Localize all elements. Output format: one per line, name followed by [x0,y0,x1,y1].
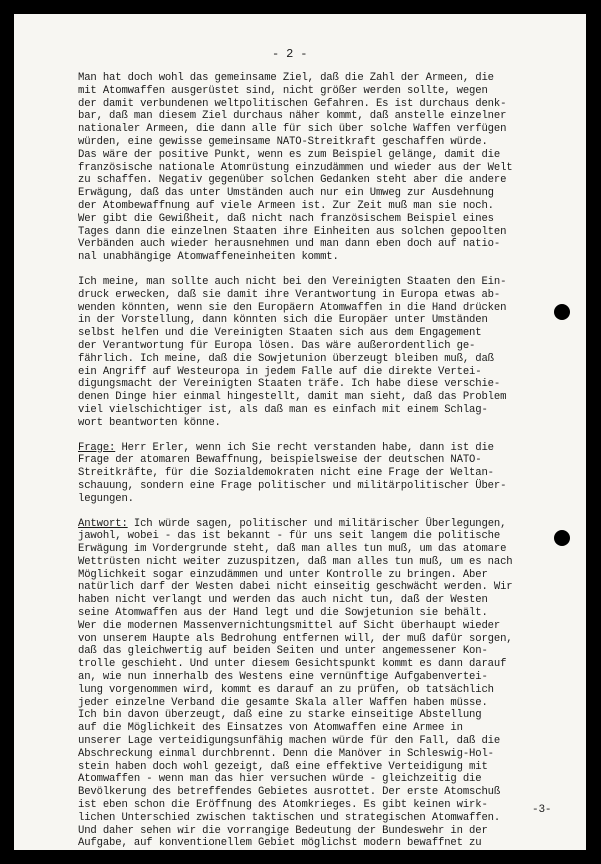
text-line [78,581,513,594]
line-text: legungen. [78,492,134,505]
line-text: natürlich darf der Westen dabei nicht einseitig geschwächt werden. Wir [78,581,513,594]
text-line [78,671,513,684]
text-line [78,149,513,162]
line-text: denen Dinge hier einmal hingestellt, damit man sieht, daß das Problem [78,391,507,404]
text-line [78,404,513,417]
line-text: zu schaffen. Negativ gegenüber solchen Gedanken steht aber die andere [78,174,507,187]
line-text: Aufgabe, auf konventionellem Gebiet möglichst modern bewaffnet zu [78,837,482,850]
text-line [78,493,513,506]
line-text: würden, eine gewisse gemeinsame NATO-Streitkraft geschaffen würde. [78,135,488,148]
line-text: Wettrüsten nicht weiter zuzuspitzen, daß man alles tun muß, um es nach [78,555,513,568]
text-line [78,302,513,315]
text-line [78,162,513,175]
text-line [78,85,513,98]
text-line [78,569,513,582]
text-line [78,480,513,493]
text-line [78,709,513,722]
text-line [78,187,513,200]
speaker-label: Antwort: [78,517,128,530]
punch-hole [554,304,570,320]
line-text: Erwägung im Vordergrunde steht, daß man alles tun muß, um das atomare [78,543,507,556]
line-text: seine Atomwaffen aus der Hand legt und die Sowjetunion sie behält. [78,607,488,620]
line-text: selbst helfen und die Vereinigten Staaten sich aus dem Engagement [78,327,482,340]
line-text: haben nicht verlangt und werden das auch nicht tun, daß der Westen [78,594,488,607]
text-line [78,722,513,735]
text-line [78,442,513,455]
text-line [78,251,513,264]
text-line [78,735,513,748]
text-line [78,378,513,391]
text-line [78,556,513,569]
text-line [78,136,513,149]
text-line [78,518,513,531]
text-line [78,799,513,812]
line-text: Frage der atomaren Bewaffnung, beispielsweise der deutschen NATO- [78,454,482,467]
text-line [78,773,513,786]
line-text: lung vorgenommen wird, kommt es darauf an zu prüfen, ob tatsächlich [78,683,494,696]
paragraph [78,72,513,264]
line-text: jeder einzelne Verband die gesamte Skala aller Waffen haben müsse. [78,696,488,709]
text-line [78,72,513,85]
text-line [78,391,513,404]
punch-hole [554,530,570,546]
text-line [78,123,513,136]
line-text: ein Angriff auf Westeuropa in jedem Falle auf die direkte Vertei- [78,365,482,378]
text-line [78,837,513,850]
text-line [78,110,513,123]
line-text: nal unabhängige Atomwaffeneinheiten kommt. [78,251,339,264]
line-text: der Verantwortung für Europa lösen. Das wäre außerordentlich ge- [78,339,476,352]
line-text: fährlich. Ich meine, daß die Sowjetunion überzeugt bleiben muß, daß [78,352,494,365]
line-text: Tages dann die einzelnen Staaten ihre Einheiten aus solchen gepoolten [78,225,507,238]
text-line [78,812,513,825]
line-text: Streitkräfte, für die Sozialdemokraten nicht eine Frage der Weltan- [78,467,494,480]
line-text: druck erwecken, daß sie damit ihre Verantwortung in Europa etwas ab- [78,288,501,301]
line-text: Bevölkerung des betreffendes Gebietes ausrottet. Der erste Atomschuß [78,786,501,799]
text-line [78,200,513,213]
line-text: Ich bin davon überzeugt, daß eine zu starke einseitige Abstellung [78,709,482,722]
line-text: trolle geschieht. Und unter diesem Gesichtspunkt kommt es dann darauf [78,658,507,671]
line-text: Verbänden auch wieder herausnehmen und man dann eben doch auf natio- [78,238,501,251]
line-text: Herr Erler, wenn ich Sie recht verstanden habe, dann ist die [115,441,494,454]
text-line [78,213,513,226]
page-number: - 2 - [272,47,308,61]
line-text: auf die Möglichkeit des Einsatzes von Atomwaffen eine Armee in [78,722,463,735]
text-line [78,238,513,251]
line-text: der Atombewaffnung auf viele Armeen ist. Zur Zeit muß man sie noch. [78,199,494,212]
line-text: lichen Unterschied zwischen taktischen und strategischen Atomwaffen. [78,811,501,824]
text-line [78,327,513,340]
text-line [78,761,513,774]
text-line [78,684,513,697]
line-text: an, wie nun innerhalb des Westens eine vernünftige Aufgabenvertei- [78,671,488,684]
speaker-label: Frage: [78,441,116,454]
line-text: Abschreckung einmal durchbrennt. Denn die Manöver in Schleswig-Hol- [78,747,494,760]
line-text: von unserem Haupte als Bedrohung entfernen will, der muß dafür sorgen, [78,632,513,645]
line-text: Wer gibt die Gewißheit, daß nicht nach französischem Beispiel eines [78,212,494,225]
line-text: Atomwaffen - wenn man das hier versuchen würde - gleichzeitig die [78,773,482,786]
line-text: daß das gleichwertig auf beiden Seiten und unter angemessener Kon- [78,645,488,658]
line-text: jawohl, wobei - das ist bekannt - für uns seit langem die politische [78,530,501,543]
text-line [78,748,513,761]
text-line [78,417,513,430]
text-line [78,645,513,658]
continuation-marker: -3- [532,804,552,816]
text-line [78,226,513,239]
document-page [14,14,586,850]
line-text: Man hat doch wohl das gemeinsame Ziel, daß die Zahl der Armeen, die [78,72,494,84]
text-line [78,276,513,289]
text-line [78,786,513,799]
line-text: Das wäre der positive Punkt, wenn es zum Beispiel gelänge, damit die [78,148,501,161]
text-line [78,620,513,633]
text-line [78,594,513,607]
line-text: ist eben schon die Eröffnung des Atomkrieges. Es gibt keinen wirk- [78,799,488,812]
text-line [78,633,513,646]
line-text: bar, daß man diesem Ziel durchaus näher kommt, daß anstelle einzelner [78,110,507,123]
line-text: der damit verbundenen weltpolitischen Gefahren. Es ist durchaus denk- [78,97,507,110]
text-line [78,340,513,353]
text-line [78,289,513,302]
line-text: nationaler Armeen, die dann alle für sich über solche Waffen verfügen [78,123,507,136]
line-text: in der Vorstellung, dann könnten sich die Europäer unter Umständen [78,314,488,327]
text-line [78,366,513,379]
text-line [78,174,513,187]
text-line [78,467,513,480]
line-text: Wer die modernen Massenvernichtungsmittel auf Sicht überhaupt wieder [78,619,501,632]
paragraph [78,442,513,506]
text-line [78,353,513,366]
line-text: stein haben doch wohl gezeigt, daß eine effektive Verteidigung mit [78,760,488,773]
text-line [78,825,513,838]
line-text: wort beantworten könne. [78,416,221,429]
line-text: Erwägung, daß das unter Umständen auch nur ein Umweg zur Ausdehnung [78,187,494,200]
line-text: Und daher sehen wir die vorrangige Bedeutung der Bundeswehr in der [78,824,488,837]
line-text: französische nationale Atomrüstung einzudämmen und wieder aus der Welt [78,161,513,174]
text-line [78,607,513,620]
text-line [78,658,513,671]
line-text: unserer Lage verteidigungsunfähig machen würde für den Fall, daß die [78,735,501,748]
line-text: wenden könnten, wenn sie den Europäern Atomwaffen in die Hand drücken [78,301,507,314]
text-line [78,314,513,327]
line-text: schauung, sondern eine Frage politischer und militärpolitischer Über- [78,479,507,492]
line-text: Ich würde sagen, politischer und militärischer Überlegungen, [127,517,507,530]
paragraph [78,518,513,851]
line-text: mit Atomwaffen ausgerüstet sind, nicht größer werden sollte, wegen [78,84,488,97]
line-text: digungsmacht der Vereinigten Staaten träfe. Ich habe diese verschie- [78,378,501,391]
text-line [78,530,513,543]
line-text: Ich meine, man sollte auch nicht bei den Vereinigten Staaten den Ein- [78,275,507,288]
document-body [78,72,513,850]
text-line [78,454,513,467]
line-text: viel vielschichtiger ist, als daß man es einfach mit einem Schlag- [78,403,488,416]
text-line [78,697,513,710]
paragraph [78,276,513,430]
line-text: Möglichkeit sogar einzudämmen und unter Kontrolle zu bringen. Aber [78,568,488,581]
text-line [78,543,513,556]
text-line [78,98,513,111]
